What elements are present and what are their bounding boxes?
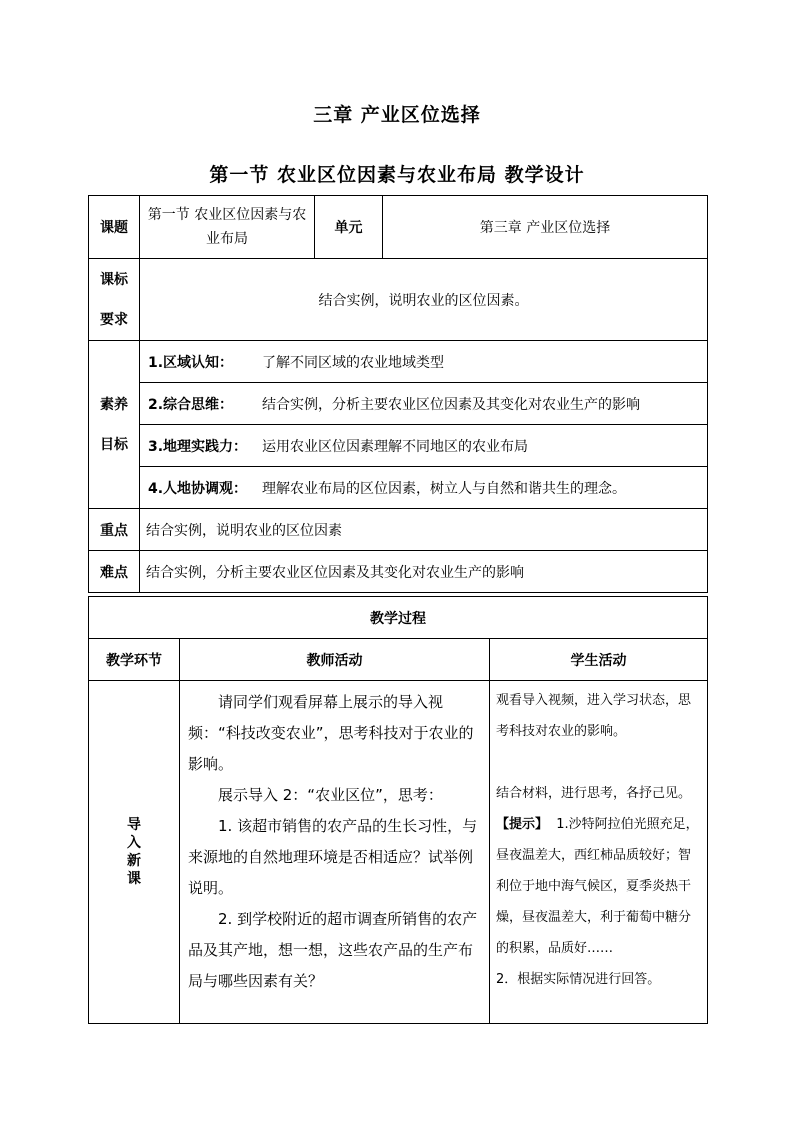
suyang-item-key: 2.综合思维： — [148, 396, 234, 413]
suyang-row-3 — [89, 425, 708, 467]
danyuan-value: 第三章 产业区位选择 — [383, 196, 708, 259]
kebiao-label — [89, 259, 140, 341]
col-header-teacher: 教师活动 — [180, 639, 490, 681]
student-activity — [490, 681, 708, 1024]
suyang-item-text: 了解不同区域的农业地域类型 — [262, 354, 444, 371]
suyang-item-key: 3.地理实践力： — [148, 438, 248, 455]
chapter-title: 三章 产业区位选择 — [313, 104, 481, 126]
kebiao-row — [89, 259, 708, 341]
student-spacer — [496, 747, 701, 778]
suyang-label — [89, 341, 140, 509]
nandian-label: 难点 — [89, 551, 140, 593]
suyang-item — [140, 425, 708, 467]
col-header-stage: 教学环节 — [89, 639, 180, 681]
zhongdian-row — [89, 509, 708, 551]
suyang-item — [140, 341, 708, 383]
nandian-row — [89, 551, 708, 593]
suyang-item — [140, 383, 708, 425]
process-title-row — [89, 597, 708, 639]
stage-label — [89, 681, 180, 1024]
keti-value: 第一节 农业区位因素与农业布局 — [140, 196, 315, 259]
teacher-activity — [180, 681, 490, 1024]
suyang-item-key: 1.区域认知： — [148, 354, 234, 371]
kebiao-label-line1: 课标 — [100, 271, 128, 288]
keti-label: 课题 — [89, 196, 140, 259]
suyang-item — [140, 467, 708, 509]
zhongdian-content: 结合实例，说明农业的区位因素 — [140, 509, 708, 551]
suyang-label-line2: 目标 — [100, 436, 128, 453]
course-info-table — [88, 195, 708, 593]
stage-char: 导 — [127, 817, 141, 833]
process-row-intro — [89, 681, 708, 1024]
danyuan-label: 单元 — [315, 196, 383, 259]
hint-label: 【提示】 — [496, 817, 549, 832]
suyang-row-1 — [89, 341, 708, 383]
student-paragraph: 观看导入视频，进入学习状态，思考科技对农业的影响。 — [496, 693, 692, 739]
zhongdian-label: 重点 — [89, 509, 140, 551]
nandian-content: 结合实例，分析主要农业区位因素及其变化对农业生产的影响 — [140, 551, 708, 593]
hint-text: 1.沙特阿拉伯光照充足，昼夜温差大，西红柿品质较好；智利位于地中海气候区，夏季炎热干燥，昼夜温差大，利于葡萄中糖分的积累，品质好…… — [496, 817, 699, 956]
student-paragraph: 结合材料，进行思考，各抒己见。 — [496, 786, 692, 801]
stage-char: 新 — [127, 853, 141, 869]
col-header-student: 学生活动 — [490, 639, 708, 681]
teacher-paragraph: 1. 该超市销售的农产品的生长习性，与来源地的自然地理环境是否相适应？试举例说明。 — [188, 817, 478, 897]
section-title: 第一节 农业区位因素与农业布局 教学设计 — [209, 164, 585, 186]
kebiao-content: 结合实例，说明农业的区位因素。 — [140, 259, 708, 341]
suyang-row-2 — [89, 383, 708, 425]
teacher-paragraph: 2. 到学校附近的超市调查所销售的农产品及其产地，想一想，这些农产品的生产布局与哪些因素有关？ — [188, 910, 478, 990]
keti-row — [89, 196, 708, 259]
stage-char: 课 — [127, 871, 141, 887]
stage-char: 入 — [127, 835, 141, 851]
suyang-label-line1: 素养 — [100, 396, 128, 413]
teaching-process-table — [88, 596, 708, 1024]
teacher-paragraph: 展示导入 2：“农业区位”，思考： — [218, 786, 443, 804]
student-paragraph: 2．根据实际情况进行回答。 — [496, 972, 661, 987]
process-header-row — [89, 639, 708, 681]
suyang-item-text: 理解农业布局的区位因素，树立人与自然和谐共生的理念。 — [262, 480, 626, 497]
suyang-item-text: 结合实例，分析主要农业区位因素及其变化对农业生产的影响 — [262, 396, 640, 413]
teacher-paragraph: 请同学们观看屏幕上展示的导入视频：“科技改变农业”，思考科技对于农业的影响。 — [188, 693, 474, 773]
process-title: 教学过程 — [89, 597, 708, 639]
suyang-item-text: 运用农业区位因素理解不同地区的农业布局 — [262, 438, 528, 455]
suyang-row-4 — [89, 467, 708, 509]
suyang-item-key: 4.人地协调观： — [148, 480, 248, 497]
kebiao-label-line2: 要求 — [100, 311, 128, 328]
student-hint — [496, 809, 701, 964]
